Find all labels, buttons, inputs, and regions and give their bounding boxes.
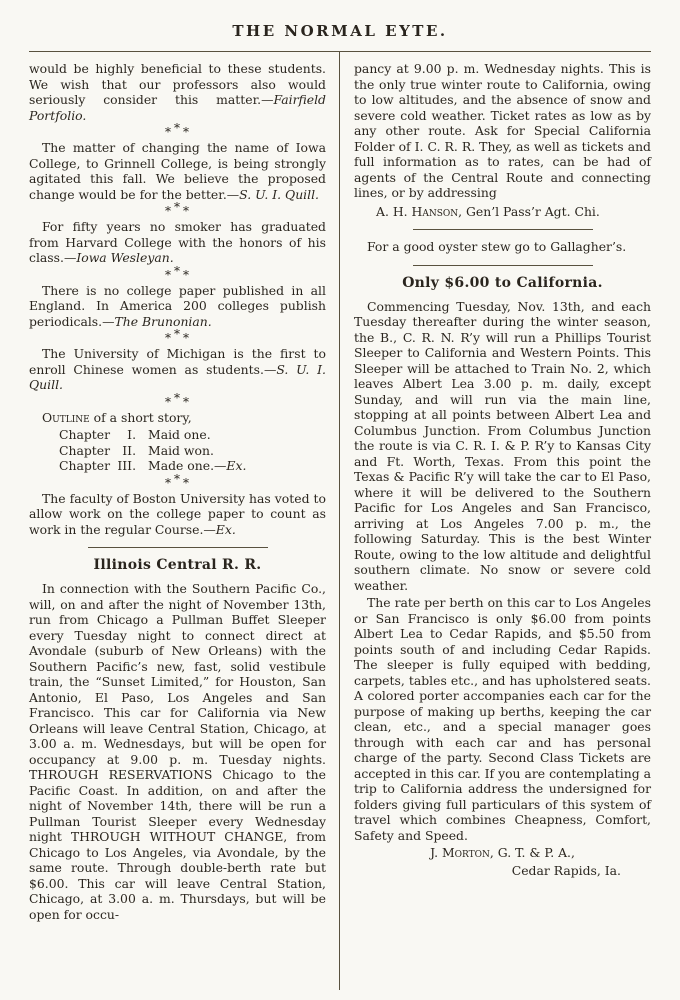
signature-place: Cedar Rapids, Ia. [511, 862, 621, 878]
asterisk-glyph: * [165, 331, 172, 345]
chapter-text: Maid one. [148, 427, 211, 442]
citation: —Iowa Wesleyan. [63, 250, 174, 265]
asterisk-glyph: * [174, 200, 181, 214]
citation: —Fairfield Portfolio. [29, 92, 326, 123]
signature-hanson [354, 204, 651, 220]
chapter-text: Made one. [148, 458, 215, 473]
citation: —S. U. I. Quill. [29, 361, 326, 392]
asterisk-glyph: * [183, 125, 190, 139]
chapter-label: Chapter [59, 427, 111, 442]
asterisk-glyph: * [165, 125, 172, 139]
asterisk-glyph: * [183, 331, 190, 345]
paragraph-text: There is no college paper published in all England. In America 200 colleges publish periodicals. [29, 282, 326, 329]
exchange-item-harvard [29, 219, 326, 266]
article-body-illinois-central: In connection with the Southern Pacific Co., will, on and after the night of November 13th, run from Chicago a Pullman Buffet Sleeper every Tuesday night to connect direct at Avondale (suburb of New Orleans) with the Southern Pacific’s new, fast, solid vestibule train, the “Sunset Limited,” for Houston, San Antonio, El Paso, Los Angeles and San Francisco. This car for California via New Orleans will leave Central Station, Chicago, at 3.00 a. m. Wednesdays, but will be open for occupancy at 9.00 p. m. Tuesday nights. THROUGH RESERVATIONS Chicago to the Pacific Coast. In addition, on and after the night of November 14th, there will be run a Pullman Tourist Sleeper every Wednesday night THROUGH WITHOUT CHANGE, from Chicago to Los Angeles, via Avondale, by the same route. Through double-berth rate but $6.00. This car will leave Central Station, Chicago, at 3.00 a. m. Thursdays, but will be open for occu- [29, 581, 326, 922]
citation: —The Brunonian. [102, 313, 212, 329]
exchange-item-boston [29, 491, 326, 538]
outline-lead: Outline [42, 409, 90, 425]
citation: —Ex. [203, 521, 236, 537]
outline-lead-rest: of a short story, [89, 409, 192, 425]
masthead [0, 0, 680, 40]
chapter-label: Chapter [59, 442, 111, 458]
paragraph-text: The faculty of Boston University has voted to allow work on the college paper to count as work in the regular Course. [29, 490, 326, 537]
asterism-ornament [29, 471, 326, 490]
exchange-item-england [29, 283, 326, 330]
citation: —Ex. [214, 458, 247, 473]
left-column [29, 52, 340, 990]
asterism-ornament [29, 390, 326, 409]
asterisk-glyph: * [174, 121, 181, 135]
outline-joke [29, 410, 326, 474]
section-divider [413, 229, 593, 230]
chapter-label: Chapter [59, 458, 111, 473]
paragraph-text: would be highly beneficial to these students. We wish that our professors also would seriously consider this matter. [29, 61, 326, 107]
asterisk-glyph: * [165, 394, 172, 409]
article-continuation: pancy at 9.00 p. m. Wednesday nights. This is the only true winter route to California, owing to low altitudes, and the absence of snow and severe cold weather. Ticket rates as low as by any other route. Ask for Special California Folder of I. C. R. R. They, as well as tickets and full information as to rates, can be had of agents of the Central Route and connecting lines, or by addressing [354, 61, 651, 200]
chapter-text: Maid won. [148, 442, 214, 458]
section-divider [413, 265, 593, 266]
paragraph-text: For fifty years no smoker has graduated from Harvard College with the honors of his class. [29, 219, 326, 265]
asterisk-glyph: * [165, 204, 172, 218]
asterism-ornament [29, 200, 326, 218]
asterisk-glyph: * [183, 267, 190, 282]
asterism-ornament [29, 263, 326, 282]
chapter-numeral: III. [117, 458, 137, 473]
outline-chapter-1 [29, 427, 326, 443]
outline-chapter-2 [29, 443, 326, 459]
asterisk-glyph: * [174, 263, 181, 278]
asterisk-glyph: * [183, 475, 190, 490]
paragraph-text: The matter of changing the name of Iowa College, to Grinnell College, is being strongly agitated this fall. We believe the proposed change would be for the better. [29, 140, 326, 202]
asterisk-glyph: * [174, 471, 181, 486]
exchange-item-michigan [29, 346, 326, 393]
outline-intro [29, 410, 326, 426]
signature-pre: J. [430, 845, 442, 860]
signature-post: , G. T. & P. A., [489, 845, 575, 860]
article-heading-illinois-central: Illinois Central R. R. [93, 557, 262, 573]
exchange-item-fairfield [29, 61, 326, 123]
oyster-stew-notice: For a good oyster stew go to Gallagher’s. [367, 239, 627, 254]
signature-morton [354, 845, 651, 861]
asterisk-glyph: * [165, 475, 172, 490]
paragraph-text: The University of Michigan is the first to enroll Chinese women as students. [29, 346, 326, 377]
citation: —S. U. I. Quill. [226, 186, 319, 202]
signature-pre: A. H. [376, 203, 412, 219]
chapter-numeral: I. [127, 427, 137, 442]
columns [29, 52, 651, 990]
asterisk-glyph: * [174, 390, 181, 405]
section-divider [88, 547, 268, 548]
asterisk-glyph: * [183, 394, 190, 409]
page-title: THE NORMAL EYTE. [232, 22, 448, 40]
asterisk-glyph: * [183, 204, 190, 218]
right-column [340, 52, 651, 990]
asterisk-glyph: * [174, 327, 181, 341]
signature-name: Hanson [411, 203, 459, 219]
asterism-ornament [29, 121, 326, 139]
chapter-numeral: II. [122, 442, 137, 458]
signature-name: Morton [441, 845, 490, 860]
signature-post: , Gen’l Pass’r Agt. Chi. [458, 203, 600, 219]
california-article-paragraph-1: Commencing Tuesday, Nov. 13th, and each Tuesday thereafter during the winter season, the B., C. R. N. R’y will run a Phillips Tourist Sleeper to California and Western Points. This Sleeper will be attached to Train No. 2, which leaves Albert Lea 3.00 p. m. daily, except Sunday, and will run via the main line, stopping at all points between Albert Lea and Columbus Junction. From Columbus Junction the route is via C. R. I. & P. R’y to Kansas City and Ft. Worth, Texas. From this point the Texas & Pacific R’y will take the car to El Paso, where it will be delivered to the Southern Pacific for Los Angeles and San Francisco, arriving at Los Angeles 7.00 p. m., the following Saturday. This is the best Winter Route, owing to the low altitude and delightful southern climate. No snow or severe cold weather. [354, 298, 651, 593]
asterism-ornament [29, 327, 326, 345]
article-heading-california: Only $6.00 to California. [402, 274, 603, 291]
exchange-item-iowa-college [29, 140, 326, 202]
asterisk-glyph: * [165, 267, 172, 282]
california-article-paragraph-2: The rate per berth on this car to Los Angeles or San Francisco is only $6.00 from points Albert Lea to Cedar Rapids, and $5.50 from points south of and including Cedar Rapids. The sleeper is fully equiped with bedding, carpets, tables etc., and has upholstered seats. A colored porter accompanies each car for the purpose of making up berths, keeping the car clean, etc., and a special manager goes through with each car and has personal charge of the party. Second Class Tickets are accepted in this car. If you are contemplating a trip to California address the undersigned for folders giving full particulars of this system of travel which combines Cheapness, Comfort, Safety and Speed. [354, 595, 651, 843]
